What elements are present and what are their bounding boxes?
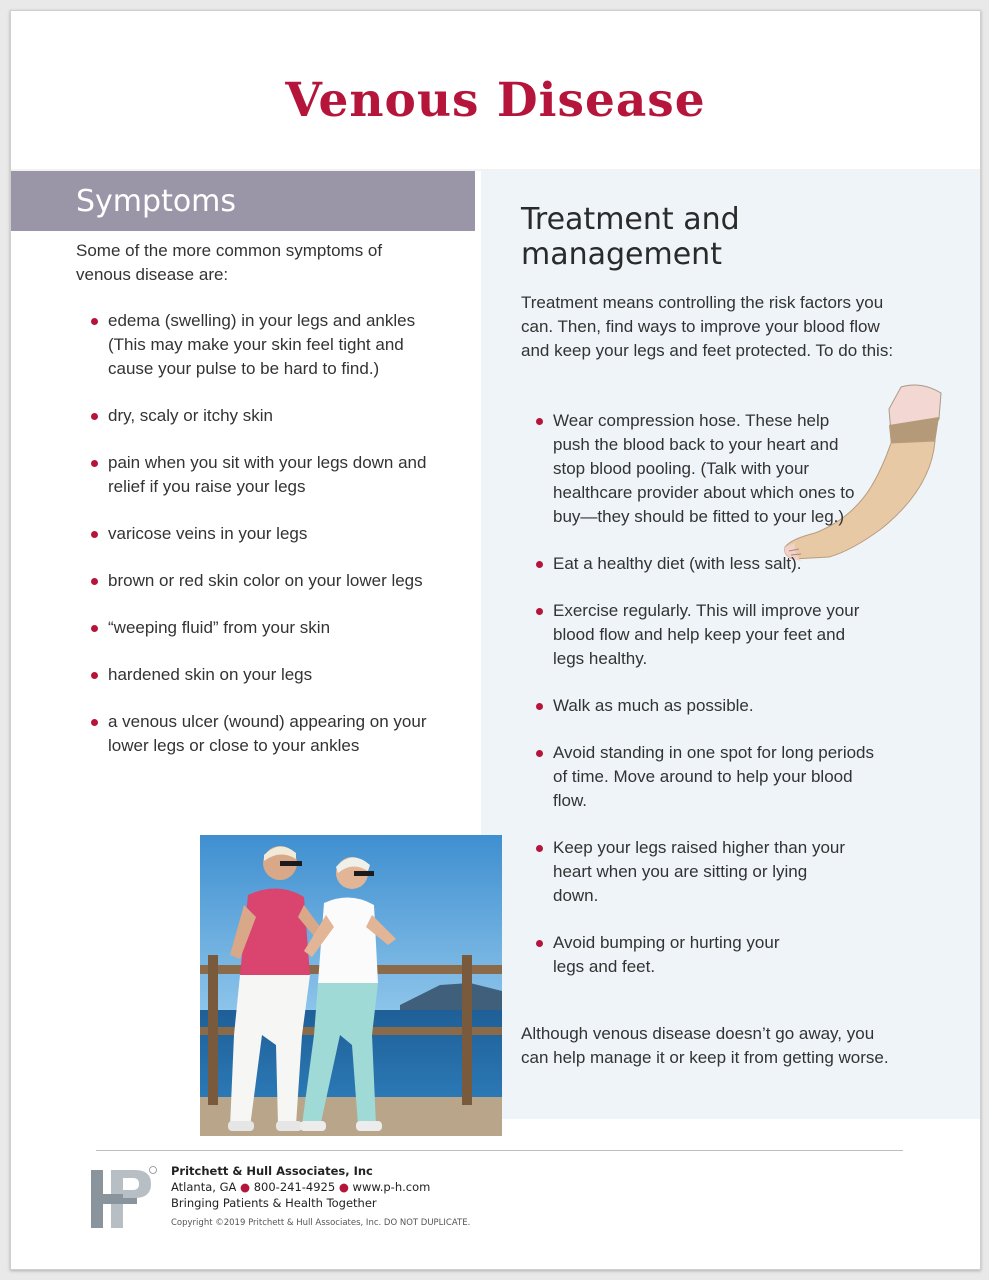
bullet-dot-icon xyxy=(536,845,543,852)
bullet-dot-icon xyxy=(536,940,543,947)
list-item xyxy=(536,931,793,979)
company-phone: 800-241-4925 xyxy=(253,1180,336,1194)
treatment-text: Wear compression hose. These help push the blood back to your heart and stop blood pooling. (Talk with your healthcare provider about which ones to buy—they should be fitted to your leg.) xyxy=(553,411,855,526)
symptom-text: hardened skin on your legs xyxy=(108,665,313,684)
symptom-text: pain when you sit with your legs down and relief if you raise your legs xyxy=(108,453,427,496)
treatment-text: Avoid standing in one spot for long periods of time. Move around to help your blood flow. xyxy=(553,743,875,810)
bullet-dot-icon xyxy=(91,625,98,632)
treatment-text: Avoid bumping or hurting your legs and feet. xyxy=(553,933,780,976)
bullet-dot-icon xyxy=(536,561,543,568)
list-item xyxy=(91,522,431,546)
copyright-notice: Copyright ©2019 Pritchett & Hull Associates, Inc. DO NOT DUPLICATE. xyxy=(171,1218,471,1228)
list-item xyxy=(91,616,431,640)
women-walking-photo xyxy=(200,835,502,1136)
treatment-text: Walk as much as possible. xyxy=(553,696,754,715)
list-item xyxy=(91,569,431,593)
list-item xyxy=(91,710,431,758)
list-item xyxy=(91,663,431,687)
company-city: Atlanta, GA xyxy=(171,1180,237,1194)
bullet-dot-icon xyxy=(91,578,98,585)
company-tagline: Bringing Patients & Health Together xyxy=(171,1196,377,1210)
symptoms-heading: Symptoms xyxy=(76,184,237,219)
symptom-text: varicose veins in your legs xyxy=(108,524,308,543)
symptom-text: “weeping fluid” from your skin xyxy=(108,618,331,637)
page-title: Venous Disease xyxy=(285,73,706,128)
bullet-dot-icon xyxy=(536,418,543,425)
list-item xyxy=(91,404,431,428)
bullet-dot-icon xyxy=(91,460,98,467)
bullet-dot-icon xyxy=(536,608,543,615)
symptom-text: edema (swelling) in your legs and ankles (This may make your skin feel tight and cause your pulse to be hard to find.) xyxy=(108,311,416,378)
bullet-dot-icon xyxy=(536,703,543,710)
treatment-intro: Treatment means controlling the risk factors you can. Then, find ways to improve your blood flow and keep your legs and feet protected. To do this: xyxy=(521,293,894,360)
company-info xyxy=(171,1163,470,1229)
company-contact xyxy=(171,1179,470,1195)
company-website[interactable]: www.p-h.com xyxy=(352,1180,431,1194)
symptoms-intro: Some of the more common symptoms of venous disease are: xyxy=(76,241,383,284)
list-item xyxy=(536,409,863,529)
list-item xyxy=(536,694,886,718)
symptom-text: a venous ulcer (wound) appearing on your lower legs or close to your ankles xyxy=(108,712,427,755)
list-item xyxy=(91,309,431,381)
list-item xyxy=(536,599,873,671)
list-item xyxy=(536,552,886,576)
separator-dot-icon: ● xyxy=(338,1180,349,1194)
bullet-dot-icon xyxy=(91,531,98,538)
ph-logo-icon xyxy=(89,1164,159,1230)
bullet-dot-icon xyxy=(91,318,98,325)
footer-divider xyxy=(96,1150,903,1151)
bullet-dot-icon xyxy=(91,413,98,420)
treatment-closing: Although venous disease doesn’t go away, you can help manage it or keep it from getting worse. xyxy=(521,1024,889,1067)
treatment-list xyxy=(536,409,886,1002)
document-page xyxy=(10,10,981,1270)
treatment-text: Exercise regularly. This will improve your blood flow and help keep your feet and legs healthy. xyxy=(553,601,860,668)
bullet-dot-icon xyxy=(91,672,98,679)
list-item xyxy=(536,741,883,813)
symptom-text: brown or red skin color on your lower legs xyxy=(108,571,423,590)
symptoms-list xyxy=(91,309,431,781)
bullet-dot-icon xyxy=(91,719,98,726)
list-item xyxy=(536,836,853,908)
treatment-text: Keep your legs raised higher than your heart when you are sitting or lying down. xyxy=(553,838,846,905)
bullet-dot-icon xyxy=(536,750,543,757)
separator-dot-icon: ● xyxy=(240,1180,251,1194)
treatment-heading: Treatment and management xyxy=(521,202,740,272)
list-item xyxy=(91,451,431,499)
symptom-text: dry, scaly or itchy skin xyxy=(108,406,274,425)
treatment-text: Eat a healthy diet (with less salt). xyxy=(553,554,802,573)
company-name: Pritchett & Hull Associates, Inc xyxy=(171,1164,373,1178)
